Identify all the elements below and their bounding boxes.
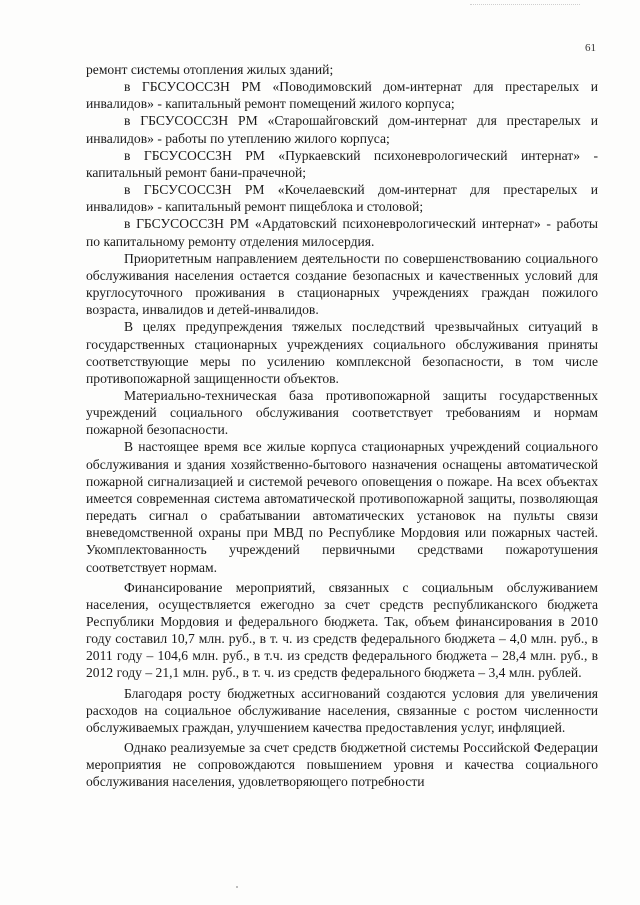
paragraph-4: в ГБСУСОССЗН РМ «Пуркаевский психоневрологический интернат» - капитальный ремонт бани-прачечной; xyxy=(86,147,598,180)
paragraph-11: Финансирование мероприятий, связанных с социальным обслуживанием населения, осуществляется ежегодно за счет средств республиканского бюджета Республики Мордовия и федерального бюджета. Так, объем финансирования в 2010 году составил 10,7 млн. руб., в т. ч. из средств федерального бюджета – 4,0 млн. руб., в 2011 году – 104,6 млн. руб., в т.ч. из средств федерального бюджета – 28,4 млн. руб., в 2012 году – 21,1 млн. руб., в т. ч. из средств федерального бюджета – 3,4 млн. рублей. xyxy=(86,579,598,681)
paragraph-7: Приоритетным направлением деятельности по совершенствованию социального обслуживания населения остается создание безопасных и качественных условий для круглосуточного проживания в стационарных учреждениях граждан пожилого возраста, инвалидов и детей-инвалидов. xyxy=(86,250,598,318)
paragraph-8: В целях предупреждения тяжелых последствий чрезвычайных ситуаций в государственных стационарных учреждениях социального обслуживания приняты соответствующие меры по усилению комплексной безопасности, в том числе противопожарной защищенности объектов. xyxy=(86,319,598,386)
document-body xyxy=(86,61,598,791)
page-number: 61 xyxy=(585,42,596,54)
paragraph-6: в ГБСУСОССЗН РМ «Ардатовский психоневрологический интернат» - работы по капитальному ремонту отделения милосердия. xyxy=(86,216,598,249)
paragraph-3: в ГБСУСОССЗН РМ «Старошайговский дом-интернат для престарелых и инвалидов» - работы по утеплению жилого корпуса; xyxy=(86,113,598,146)
paragraph-2: в ГБСУСОССЗН РМ «Поводимовский дом-интернат для престарелых и инвалидов» - капитальный ремонт помещений жилого корпуса; xyxy=(86,79,598,112)
paragraph-10: В настоящее время все жилые корпуса стационарных учреждений социального обслуживания и здания хозяйственно-бытового назначения оснащены автоматической пожарной сигнализацией и системой речевого оповещения о пожаре. На всех объектах имеется современная система автоматической противопожарной защиты, позволяющая передать сигнал о срабатывании автоматических установок на пульты связи вневедомственной охраны при МВД по Республике Мордовия или пожарных частей. Укомплектованность учреждений первичными средствами пожаротушения соответствует нормам. xyxy=(86,439,598,575)
scan-artifact-dot xyxy=(236,886,238,888)
paragraph-12: Благодаря росту бюджетных ассигнований создаются условия для увеличения расходов на социальное обслуживание населения, связанные с ростом численности обслуживаемых граждан, улучшением качества предоставления услуг, инфляцией. xyxy=(86,685,598,735)
paragraph-5: в ГБСУСОССЗН РМ «Кочелаевский дом-интернат для престарелых и инвалидов» - капитальный ремонт пищеблока и столовой; xyxy=(86,182,598,215)
paragraph-1: ремонт системы отопления жилых зданий; xyxy=(86,62,334,77)
paragraph-13: Однако реализуемые за счет средств бюджетной системы Российской Федерации мероприятия не сопровождаются повышением уровня и качества социального обслуживания населения, удовлетворяющего потребности xyxy=(86,740,598,790)
scan-artifact xyxy=(470,4,580,9)
paragraph-9: Материально-техническая база противопожарной защиты государственных учреждений социального обслуживания соответствует требованиям и нормам пожарной безопасности. xyxy=(86,387,598,438)
